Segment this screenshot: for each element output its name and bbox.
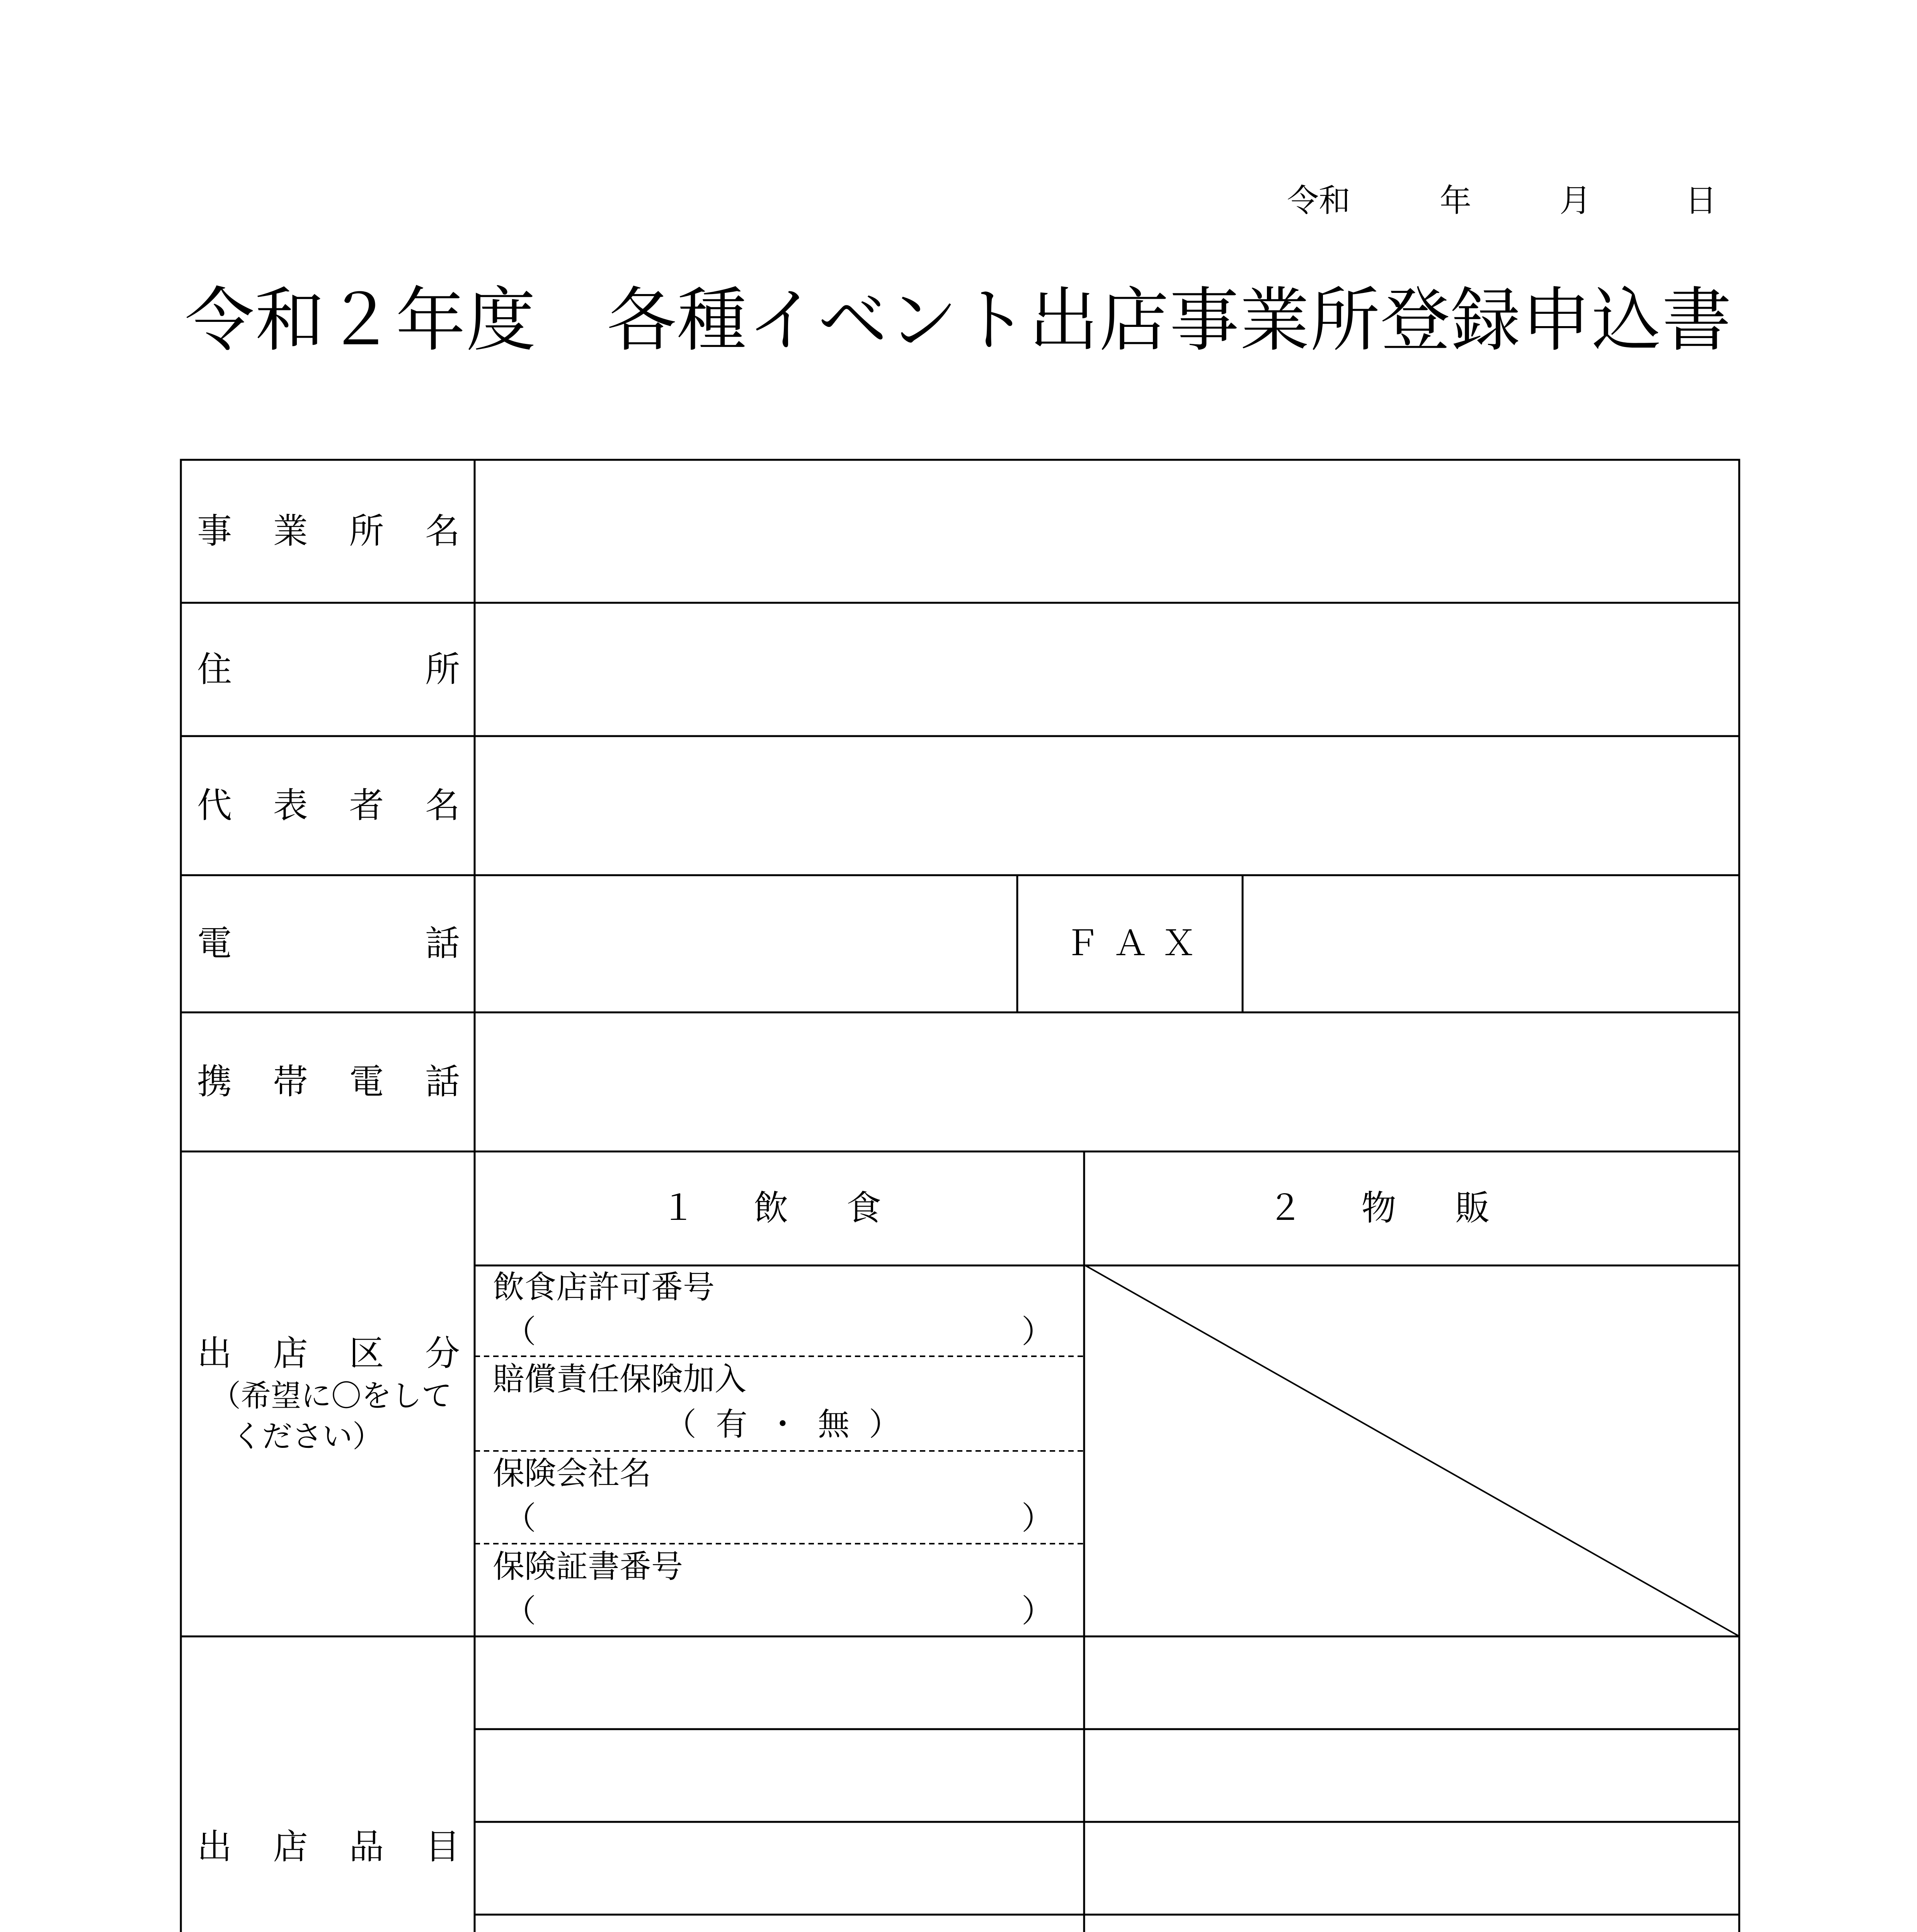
phone-label: [197, 922, 460, 965]
liability-no-option[interactable]: 無: [817, 1406, 850, 1443]
label-char: 出: [197, 1333, 232, 1374]
category-note-1: （希望に〇をして: [211, 1379, 452, 1413]
label-char: 店: [273, 1827, 308, 1867]
label-char: 話: [425, 923, 460, 964]
label-char: 代: [197, 785, 232, 826]
paren-open: （: [504, 1500, 536, 1537]
address-label: [197, 648, 460, 691]
fax-label: [1065, 922, 1196, 965]
liability-label: 賠償責任保険加入: [493, 1361, 747, 1398]
page-title: 令和２年度 各種イベント出店事業所登録申込書: [185, 280, 1733, 361]
label-char: 名: [425, 511, 460, 551]
category-label: [197, 1332, 460, 1375]
paren-open: （: [504, 1593, 536, 1629]
label-char: 区: [349, 1333, 384, 1374]
paren-close: ）: [868, 1406, 901, 1443]
label-char: 出: [197, 1827, 232, 1867]
items-goods-field-1[interactable]: [1086, 1638, 1737, 1727]
liability-choice[interactable]: [665, 1405, 901, 1444]
label-char: 表: [273, 785, 308, 826]
label-char: 住: [197, 649, 232, 690]
label-char: 所: [425, 649, 460, 690]
paren-close: ）: [1021, 1593, 1053, 1629]
category-note-2: ください）: [232, 1419, 383, 1454]
date-day-suffix: 日: [1685, 182, 1717, 219]
phone-field[interactable]: [477, 877, 1015, 1010]
policy-label: 保険証書番号: [493, 1548, 683, 1585]
items-goods-field-2[interactable]: [1086, 1731, 1737, 1820]
items-food-field-2[interactable]: [477, 1731, 1082, 1820]
label-char: 携: [197, 1061, 232, 1102]
paren-close: ）: [1021, 1313, 1053, 1350]
header-char: 飲: [754, 1188, 788, 1228]
items-label: [197, 1826, 460, 1868]
food-permit-label: 飲食店許可番号: [493, 1269, 715, 1306]
paren-open: （: [504, 1313, 536, 1350]
label-char: 品: [349, 1827, 384, 1867]
food-permit-field[interactable]: [504, 1313, 1053, 1351]
separator-dot: ・: [766, 1406, 798, 1443]
header-char: １: [661, 1188, 696, 1228]
address-field[interactable]: [477, 605, 1737, 734]
label-char: 事: [197, 511, 232, 551]
label-char: 業: [273, 511, 308, 551]
label-char: 電: [197, 923, 232, 964]
label-char: 話: [425, 1061, 460, 1102]
label-char: 電: [349, 1061, 384, 1102]
mobile-field[interactable]: [477, 1014, 1737, 1150]
label-char: 分: [425, 1333, 460, 1374]
paren-open: （: [665, 1406, 697, 1443]
date-month-suffix: 月: [1559, 182, 1592, 219]
fax-field[interactable]: [1245, 877, 1737, 1010]
label-char: Ｆ: [1065, 923, 1100, 964]
items-food-field-4[interactable]: [477, 1917, 1082, 1932]
label-char: Ｘ: [1161, 923, 1196, 964]
header-char: 物: [1361, 1188, 1396, 1228]
label-char: 名: [425, 785, 460, 826]
representative-field[interactable]: [477, 738, 1737, 873]
insurer-label: 保険会社名: [493, 1455, 652, 1492]
date-era: 令和: [1287, 182, 1351, 219]
header-char: 食: [846, 1188, 881, 1228]
header-char: 販: [1455, 1188, 1490, 1228]
category-food-header[interactable]: [661, 1187, 881, 1230]
items-goods-field-3[interactable]: [1086, 1824, 1737, 1913]
category-goods-header[interactable]: [1268, 1187, 1490, 1230]
mobile-label: [197, 1061, 460, 1103]
insurer-field[interactable]: [504, 1499, 1053, 1538]
header-char: ２: [1268, 1188, 1302, 1228]
label-char: 所: [349, 511, 384, 551]
items-goods-field-4[interactable]: [1086, 1917, 1737, 1932]
items-food-field-1[interactable]: [477, 1638, 1082, 1727]
business-name-label: [197, 510, 460, 553]
items-food-field-3[interactable]: [477, 1824, 1082, 1913]
label-char: 目: [425, 1827, 460, 1867]
business-name-field[interactable]: [477, 462, 1737, 601]
label-char: Ａ: [1113, 923, 1148, 964]
liability-yes-option[interactable]: 有: [715, 1406, 747, 1443]
representative-label: [197, 784, 460, 827]
label-char: 帯: [273, 1061, 308, 1102]
label-char: 店: [273, 1333, 308, 1374]
paren-close: ）: [1021, 1500, 1053, 1537]
date-year-suffix: 年: [1440, 182, 1472, 219]
policy-field[interactable]: [504, 1592, 1053, 1631]
label-char: 者: [349, 785, 384, 826]
